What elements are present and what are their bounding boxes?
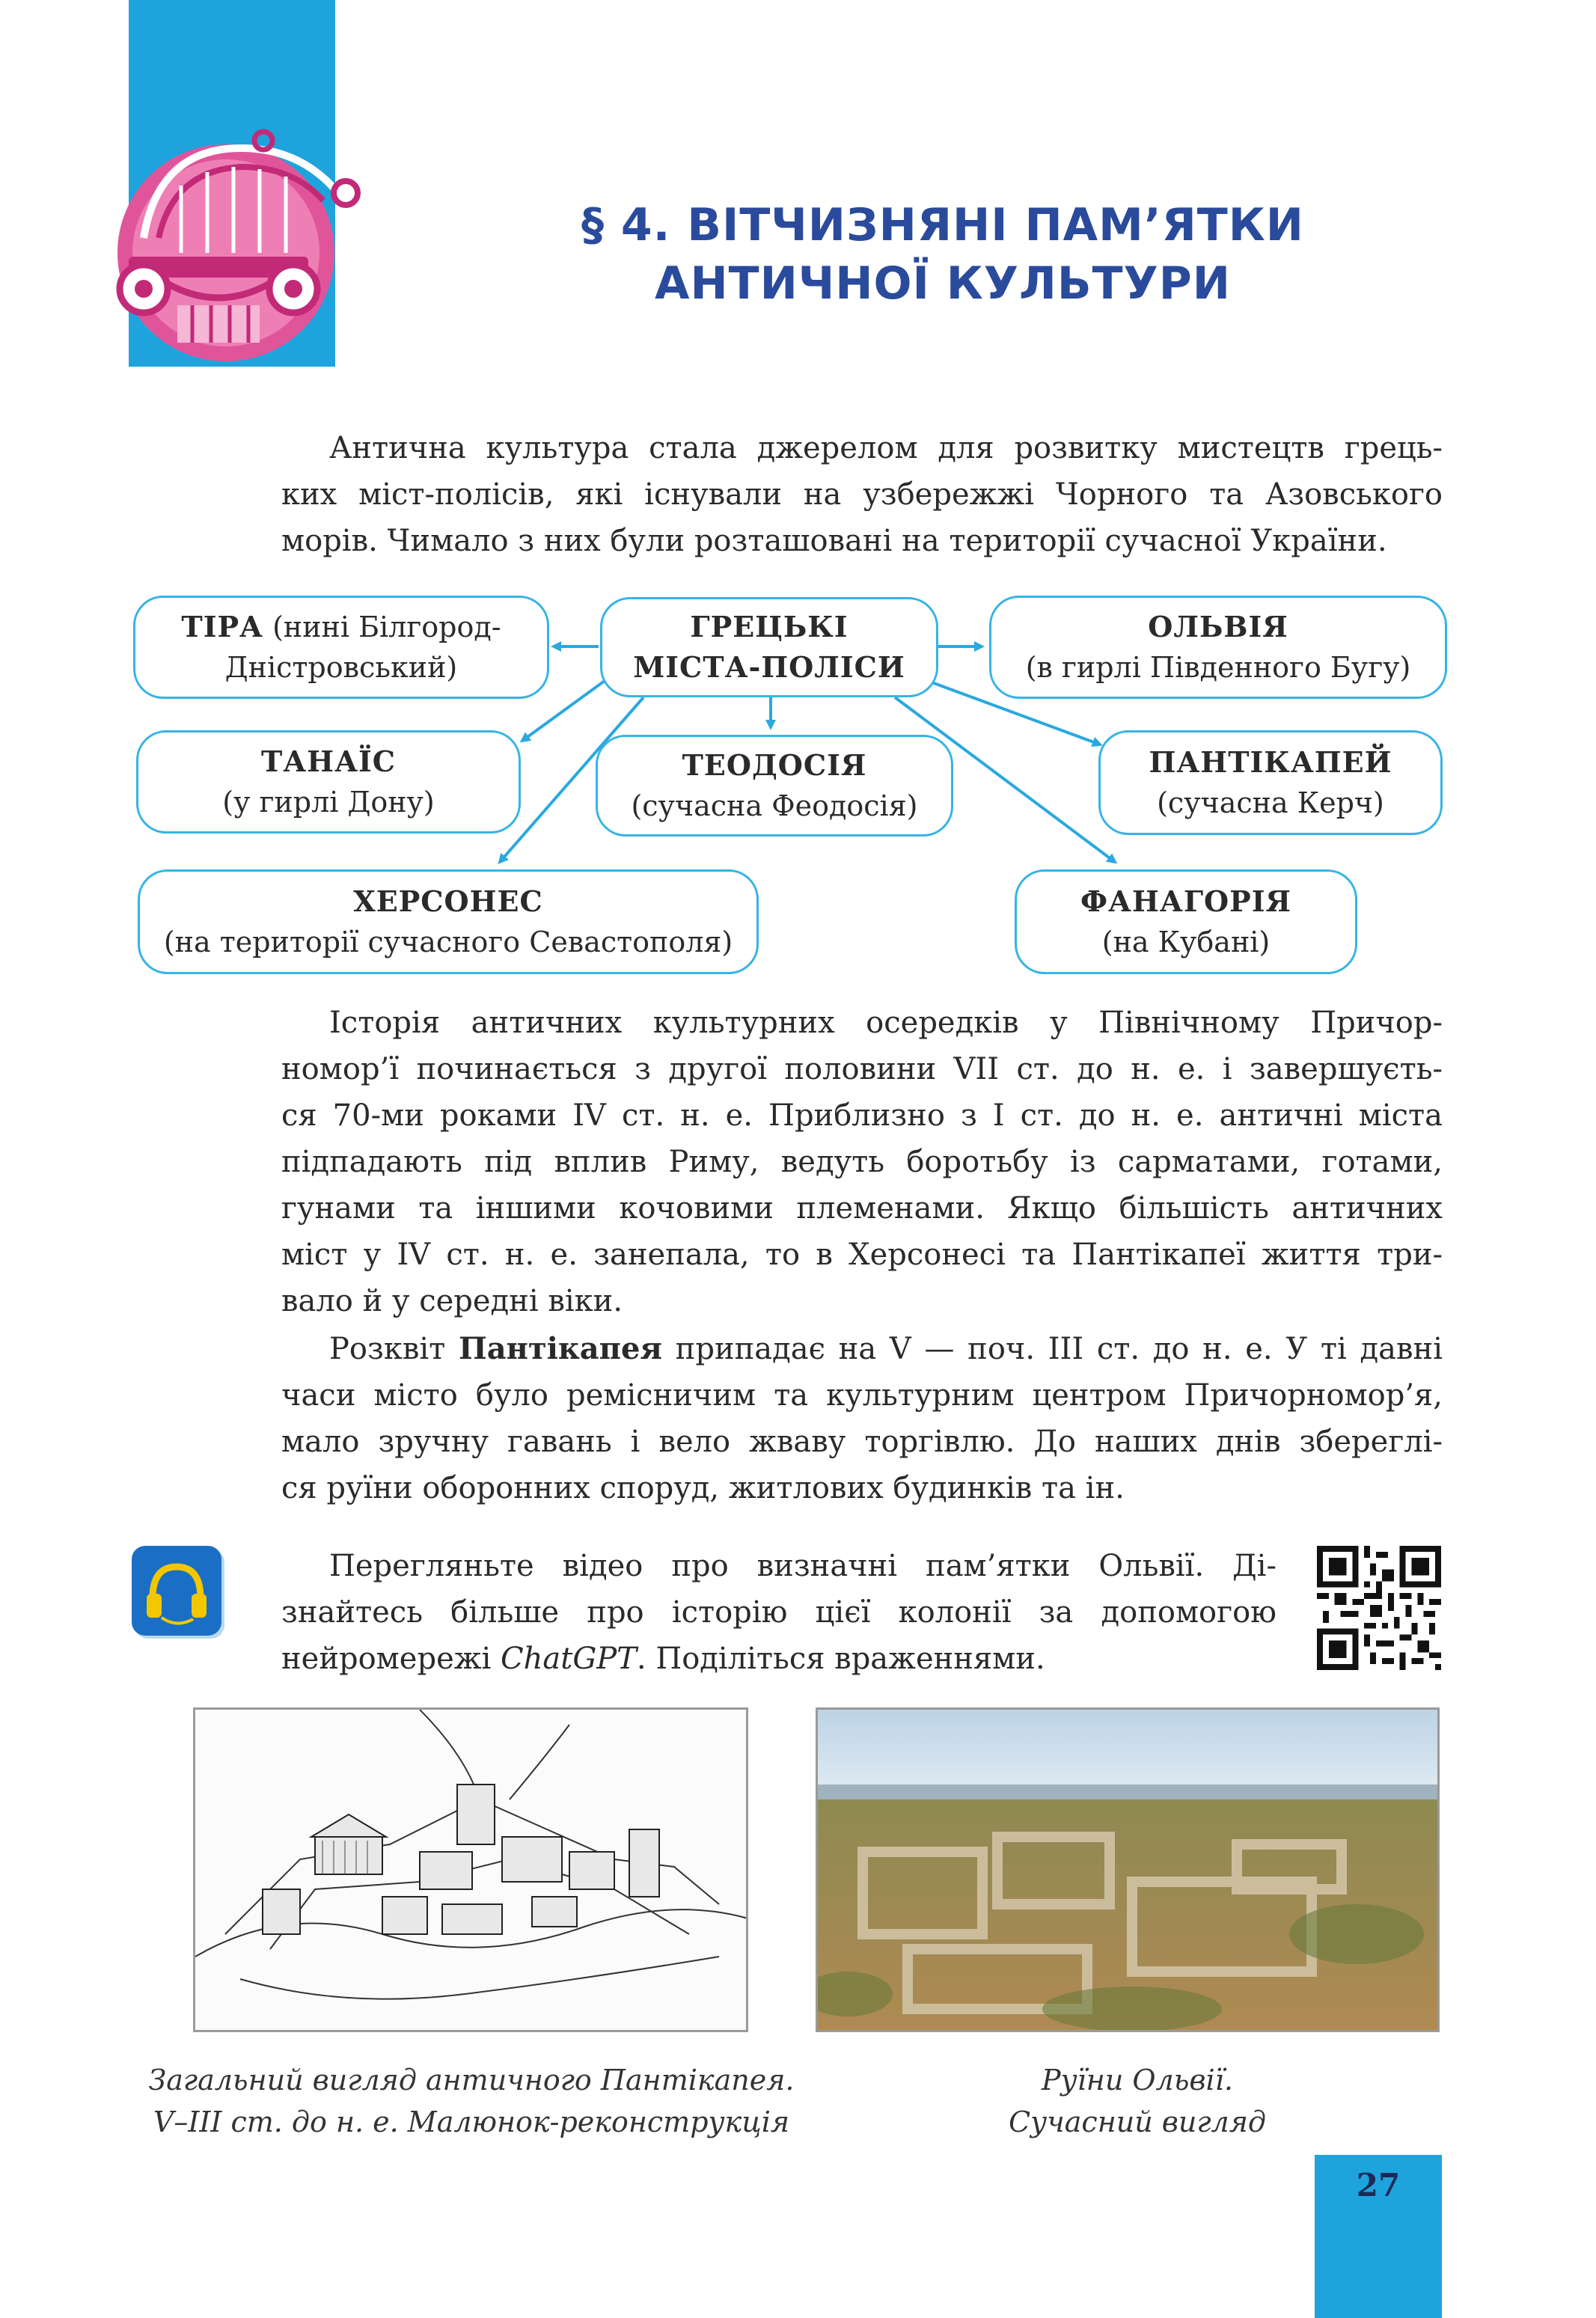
qr-code-icon[interactable] [1317,1546,1441,1670]
panticapaeum-text-c: припадає на V — поч. III ст. до н. е. У ті давні [661,1332,1443,1366]
tira-note: (нині Білгород- [263,611,501,643]
panticapaeum-line [281,1326,1443,1372]
task-text-a: нейромережі [281,1642,501,1676]
caption-line: Загальний вигляд античного Пантікапея. [148,2064,795,2097]
caption-panticapaeum [127,2059,816,2143]
page-title [419,196,1467,313]
box-olviia [989,596,1447,699]
tanais-note: (у гирлі Дону) [222,786,435,819]
title-line-1: § 4. ВІТЧИЗНЯНІ ПАМ’ЯТКИ [581,199,1304,251]
fanagoriia-name: ФАНАГОРІЯ [1080,884,1292,918]
caption-line: Сучасний вигляд [1009,2106,1266,2138]
panticapaeum-line: мало зручну гавань і вело жваву торгівлю. До наших днів збереглі- [281,1425,1443,1459]
box-tira [133,596,549,699]
center-line-1: ГРЕЦЬКІ [690,610,849,643]
box-pantikapei [1098,730,1443,835]
fanagoriia-note: (на Кубані) [1101,926,1271,958]
box-greek-poleis [600,597,938,697]
pantikapei-name: ПАНТІКАПЕЙ [1149,745,1392,779]
intro-line: морів. Чимало з них були розташовані на території сучасної України. [281,524,1387,558]
panticapaeum-term: Пантікапея [458,1331,662,1366]
history-line: ся 70-ми роками IV ст. н. е. Приблизно з I ст. до н. е. античні міста [281,1098,1443,1133]
teodosiia-name: ТЕОДОСІЯ [682,748,867,782]
page-number: 27 [1356,2167,1401,2204]
teodosiia-note: (сучасна Феодосія) [631,789,918,822]
tira-name: ТІРА [181,610,263,643]
history-paragraph [281,1000,1443,1324]
panticapaeum-paragraph [281,1326,1443,1511]
intro-paragraph [281,425,1443,564]
box-fanagoriia [1015,869,1357,974]
history-line: підпадають під вплив Риму, ведуть боротьбу із сарматами, готами, [281,1145,1443,1179]
panticapaeum-reconstruction-image [193,1707,748,2032]
pantikapei-note: (сучасна Керч) [1157,786,1384,819]
box-khersones [138,869,759,974]
chatgpt-name: ChatGPT [501,1642,637,1676]
task-text-c: . Поділіться враженнями. [636,1642,1045,1676]
history-line: вало й у середні віки. [281,1284,623,1318]
task-line [281,1636,1277,1682]
panticapaeum-text-a: Розквіт [329,1332,459,1366]
title-line-2: АНТИЧНОЇ КУЛЬТУРИ [655,257,1231,310]
history-line: Історія античних культурних осередків у Північному Причор- [329,1006,1443,1040]
olviia-note: (в гирлі Південного Бугу) [1025,651,1411,684]
center-line-2: МІСТА-ПОЛІСИ [633,650,905,684]
panticapaeum-line: ся руїни оборонних споруд, житлових будинків та ін. [281,1471,1125,1505]
video-task-paragraph [281,1543,1277,1682]
khersones-note: (на території сучасного Севастополя) [163,926,733,958]
olviia-name: ОЛЬВІЯ [1148,610,1288,643]
box-tanais [136,730,521,834]
lyre-column-emblem-icon [114,126,368,365]
task-line: знайтесь більше про історію цієї колонії за допомогою [281,1595,1277,1630]
task-line: Перегляньте відео про визначні пам’ятки Ольвії. Ді- [329,1549,1277,1583]
caption-olviia [898,2059,1377,2143]
history-line: гунами та іншими кочовими племенами. Якщо більшість античних [281,1191,1443,1226]
headphones-icon[interactable] [132,1546,221,1636]
box-teodosiia [596,735,953,837]
olviia-ruins-photo [816,1707,1440,2032]
caption-line: V–III ст. до н. е. Малюнок-реконструкція [153,2106,790,2138]
caption-line: Руїни Ольвії. [1042,2064,1233,2097]
intro-line: ких міст-полісів, які існували на узбережжі Чорного та Азовського [281,477,1443,512]
tira-line-2: Дністровський) [224,651,458,684]
intro-line: Антична культура стала джерелом для розвитку мистецтв грець- [329,431,1443,465]
tanais-name: ТАНАЇС [260,744,397,778]
tira-line-1 [181,607,501,647]
history-line: міст у IV ст. н. е. занепала, то в Херсонесі та Пантікапеї життя три- [281,1238,1443,1272]
panticapaeum-line: часи місто було ремісничим та культурним центром Причорномор’я, [281,1378,1443,1413]
khersones-name: ХЕРСОНЕС [353,884,543,918]
history-line: номор’ї починається з другої половини VII ст. до н. е. і завершуєть- [281,1052,1443,1086]
